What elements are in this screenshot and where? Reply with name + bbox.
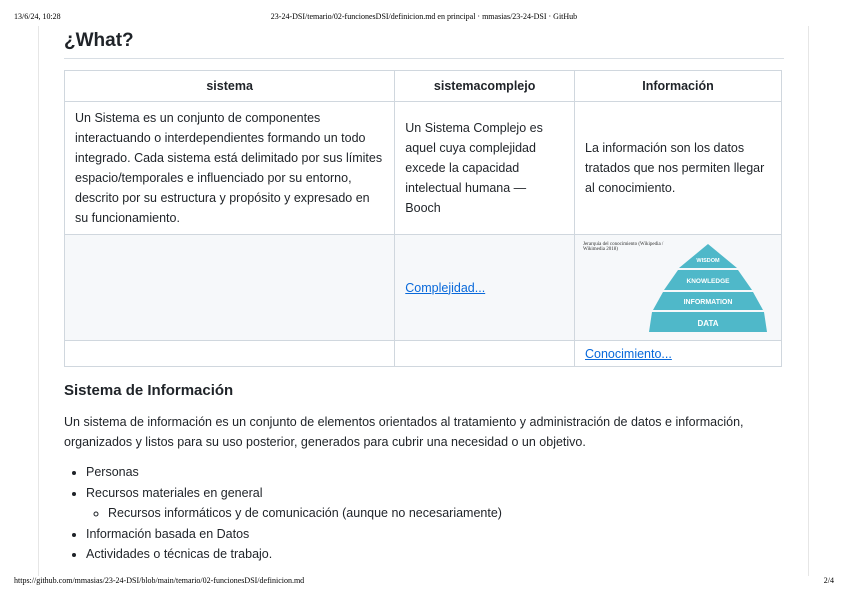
table-row (65, 102, 782, 235)
list-item: • Información basada en Datos (86, 524, 502, 545)
pyramid-svg (649, 242, 767, 334)
sub-bullet-list (86, 503, 502, 524)
definitions-table (64, 70, 782, 367)
list-item: • Actividades o técnicas de trabajo. (86, 544, 502, 565)
print-footer (0, 576, 848, 590)
section-title: Sistema de Información (64, 382, 234, 399)
list-item (86, 483, 502, 524)
table-row (65, 341, 782, 367)
table-cell: Un Sistema Complejo es aquel cuya complejidad excede la capacidad intelectual humana — Booch (395, 102, 575, 235)
table-cell-empty (395, 341, 575, 367)
sub-list-item: ◦ Recursos informáticos y de comunicación (aunque no necesariamente) (108, 503, 502, 524)
list-item: • Personas (86, 462, 502, 483)
pyramid-caption: Jerarquía del conocimiento (Wikipedia / Wikimedia 2018) (583, 241, 664, 252)
left-margin-line (38, 26, 39, 576)
table-cell (575, 341, 782, 367)
section-paragraph: Un sistema de información es un conjunto de elementos orientados al tratamiento y administración de datos e información, organizados y listos para su uso posterior, generados para cubrir una necesidad o un objetivo. (64, 415, 744, 449)
table-header-cell: sistemacomplejo (395, 71, 575, 102)
table-header-cell: Información (575, 71, 782, 102)
pyramid-label: WISDOM (696, 257, 720, 264)
table-row (65, 235, 782, 341)
conocimiento-link[interactable]: Conocimiento... (585, 346, 672, 361)
pyramid-label: DATA (697, 318, 719, 328)
table-cell (575, 235, 782, 341)
table-header-row (65, 71, 782, 102)
pyramid-level-wisdom (679, 244, 737, 268)
print-datetime: 13/6/24, 10:28 (14, 12, 61, 21)
print-url: https://github.com/mmasias/23-24-DSI/blob/main/temario/02-funcionesDSI/definicion.md (14, 576, 305, 585)
table-cell (395, 235, 575, 341)
complejidad-link[interactable]: Complejidad... (405, 280, 486, 295)
table-cell: La información son los datos tratados que nos permiten llegar al conocimiento. (575, 102, 782, 235)
table-cell-empty (65, 235, 395, 341)
bullet-list (64, 462, 502, 565)
print-header (0, 12, 848, 26)
pyramid-label: KNOWLEDGE (686, 277, 730, 285)
table-header-cell: sistema (65, 71, 395, 102)
print-page-number: 2/4 (823, 576, 834, 585)
table-cell: Un Sistema es un conjunto de componentes interactuando o interdependientes formando un todo integrado. Cada sistema está delimitado por sus límites espacio/temporales e influenciado por su entorno, descrito por su estructura y propósito y expresado en su funcionamiento. (65, 102, 395, 235)
pyramid-label: INFORMATION (683, 298, 733, 306)
print-page-title: 23-24-DSI/temario/02-funcionesDSI/definicion.md en principal · mmasias/23-24-DSI · GitHub (270, 12, 578, 21)
knowledge-pyramid-image (583, 242, 769, 334)
page-heading: ¿What? (64, 26, 784, 59)
table-cell-empty (65, 341, 395, 367)
list-item-text: Recursos materiales en general (86, 485, 263, 500)
markdown-body (64, 26, 784, 561)
right-margin-line (808, 26, 809, 576)
